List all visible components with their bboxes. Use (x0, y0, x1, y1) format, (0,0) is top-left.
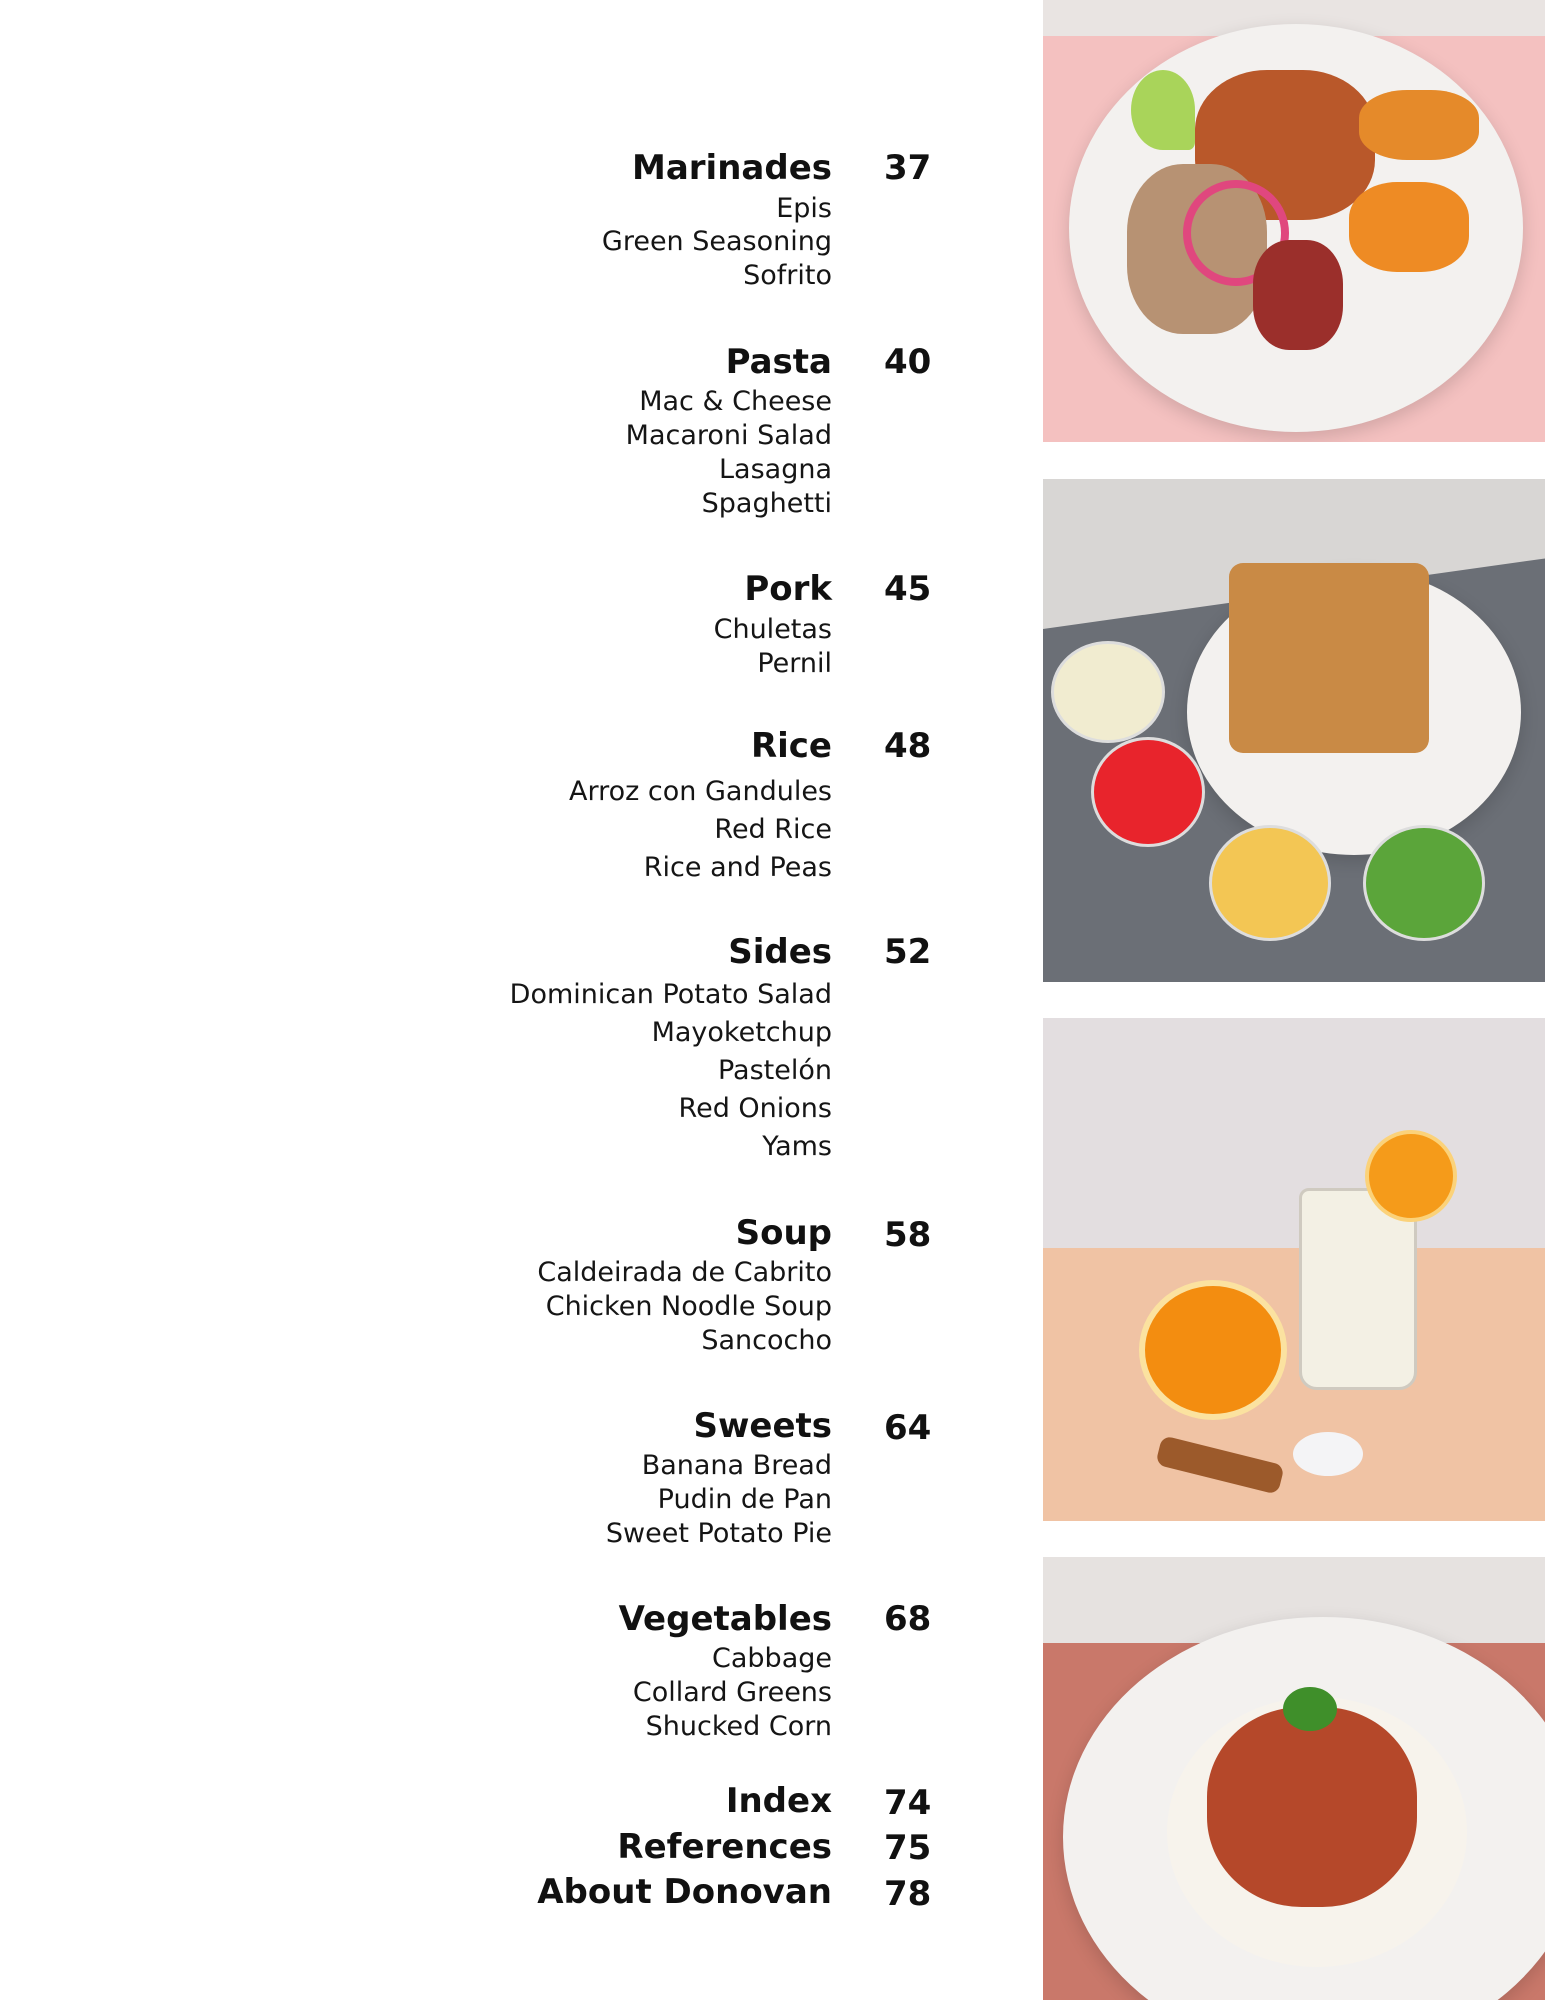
section-page-sweets[interactable]: 64 (884, 1408, 932, 1448)
toc-item[interactable]: Chuletas (713, 614, 832, 645)
toc-item[interactable]: Arroz con Gandules (569, 776, 832, 807)
tostones (1359, 90, 1479, 160)
section-page-vegetables[interactable]: 68 (884, 1599, 932, 1639)
cilantro-garnish (1283, 1687, 1337, 1731)
section-title-about[interactable]: About Donovan (537, 1872, 832, 1912)
section-title-soup[interactable]: Soup (735, 1213, 832, 1253)
section-title-rice[interactable]: Rice (750, 726, 832, 766)
toc-item[interactable]: Lasagna (719, 454, 832, 485)
lime-wedge (1131, 70, 1195, 150)
salsa-cup (1091, 737, 1205, 847)
toc-item[interactable]: Pudin de Pan (657, 1484, 832, 1515)
section-page-references[interactable]: 75 (884, 1828, 932, 1868)
toc-item[interactable]: Rice and Peas (643, 852, 832, 883)
section-page-index[interactable]: 74 (884, 1783, 932, 1823)
toc-item[interactable]: Epis (776, 193, 832, 224)
lasagna-photo (1043, 479, 1545, 982)
orange-slice (1365, 1130, 1457, 1222)
sour-cream-cup (1051, 641, 1165, 743)
section-title-sweets[interactable]: Sweets (693, 1406, 832, 1446)
stew (1207, 1707, 1417, 1907)
toc-item[interactable]: Macaroni Salad (625, 420, 832, 451)
stew-rice-photo (1043, 1557, 1545, 2000)
toc-item[interactable]: Sweet Potato Pie (605, 1518, 832, 1549)
section-page-marinades[interactable]: 37 (884, 148, 932, 188)
section-title-references[interactable]: References (617, 1827, 832, 1867)
toc-item[interactable]: Sancocho (701, 1325, 832, 1356)
toc-item[interactable]: Mayoketchup (651, 1017, 832, 1048)
toc-item[interactable]: Yams (762, 1131, 832, 1162)
section-page-pork[interactable]: 45 (884, 569, 932, 609)
section-page-about[interactable]: 78 (884, 1874, 932, 1914)
toc-item[interactable]: Cabbage (712, 1643, 832, 1674)
section-page-rice[interactable]: 48 (884, 726, 932, 766)
rice-plate-photo (1043, 0, 1545, 442)
toc-item[interactable]: Red Onions (678, 1093, 832, 1124)
toc-item[interactable]: Green Seasoning (601, 226, 832, 257)
section-title-index[interactable]: Index (725, 1781, 832, 1821)
toc-item[interactable]: Pastelón (717, 1055, 832, 1086)
section-page-pasta[interactable]: 40 (884, 342, 932, 382)
orange-drink-photo (1043, 1018, 1545, 1521)
photo-backdrop (1043, 1018, 1545, 1248)
toc-item[interactable]: Collard Greens (632, 1677, 832, 1708)
tostones (1349, 182, 1469, 272)
toc-item[interactable]: Caldeirada de Cabrito (537, 1257, 832, 1288)
cheese-cup (1209, 825, 1331, 941)
lasagna-slice (1229, 563, 1429, 753)
toc-item[interactable]: Red Rice (714, 814, 832, 845)
section-title-pork[interactable]: Pork (744, 569, 832, 609)
section-title-vegetables[interactable]: Vegetables (618, 1599, 832, 1639)
toc-item[interactable]: Chicken Noodle Soup (545, 1291, 832, 1322)
sugar-pile (1293, 1432, 1363, 1476)
toc-item[interactable]: Mac & Cheese (639, 386, 832, 417)
section-title-sides[interactable]: Sides (728, 932, 832, 972)
section-page-sides[interactable]: 52 (884, 932, 932, 972)
section-page-soup[interactable]: 58 (884, 1215, 932, 1255)
toc-item[interactable]: Spaghetti (701, 488, 832, 519)
cinnamon-stick (1155, 1435, 1285, 1495)
toc-item[interactable]: Banana Bread (641, 1450, 832, 1481)
toc-item[interactable]: Pernil (757, 648, 832, 679)
orange-half (1139, 1280, 1287, 1420)
sausage (1253, 240, 1343, 350)
section-title-pasta[interactable]: Pasta (725, 342, 832, 382)
peppers-cup (1363, 825, 1485, 941)
toc-item[interactable]: Shucked Corn (645, 1711, 832, 1742)
toc-item[interactable]: Dominican Potato Salad (509, 979, 832, 1010)
section-title-marinades[interactable]: Marinades (632, 148, 832, 188)
toc-item[interactable]: Sofrito (743, 260, 832, 291)
